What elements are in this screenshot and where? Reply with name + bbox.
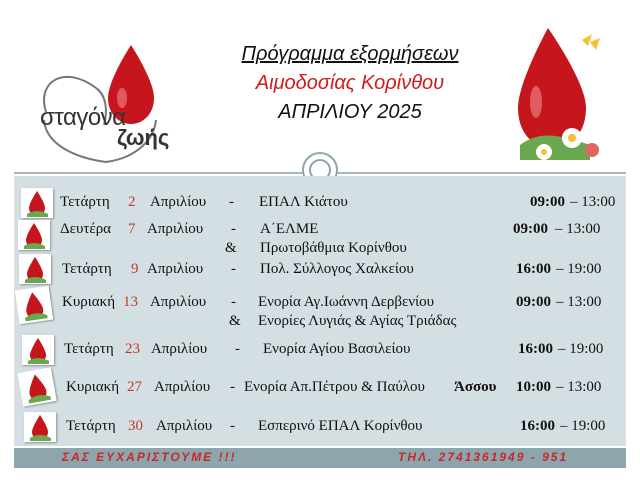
title-line-3: ΑΠΡΙΛΙΟΥ 2025 [278,101,422,123]
row-end: – 13:00 [570,194,616,210]
row-place-secondary: Πρωτοβάθμια Κορίνθου [260,240,407,256]
row-place-bold: Άσσου [454,379,497,395]
row-place: Ενορία Αγ.Ιωάννη Δερβενίου [258,294,435,310]
row-day: Τετάρτη [62,261,112,277]
row-date: 2 [128,194,136,210]
row-place-secondary: Ενορίες Λυγιάς & Αγίας Τριάδας [258,313,457,329]
logo-text-top: σταγόνα [40,104,126,131]
blood-drop-thumbnail-icon [24,412,56,442]
row-end: – 13:00 [555,221,601,237]
row-dash: - [229,194,234,210]
row-start: 16:00 [518,341,553,357]
row-place: Εσπερινό ΕΠΑΛ Κορίνθου [258,418,423,434]
row-start: 10:00 [516,379,551,395]
footer-bar [14,448,626,468]
row-place: Α΄ΕΛΜΕ [260,221,319,237]
row-end: – 19:00 [556,261,602,277]
blood-drop-flowers-icon [500,20,620,165]
row-month: Απριλίου [150,194,207,210]
thanks-text: ΣΑΣ ΕΥΧΑΡΙΣΤΟΥΜΕ !!! [62,450,237,464]
row-end: – 13:00 [556,379,602,395]
row-start: 16:00 [516,261,551,277]
row-date: 7 [128,221,136,237]
row-day: Κυριακή [66,379,120,395]
row-place: Ενορία Αγίου Βασιλείου [263,341,411,357]
blood-drop-thumbnail-icon [22,335,54,365]
row-date: 27 [127,379,142,395]
header [0,0,640,172]
row-start: 09:00 [516,294,551,310]
row-month: Απριλίου [147,221,204,237]
phone-text: ΤΗΛ. 2741361949 - 951 [398,450,569,464]
row-date: 23 [125,341,140,357]
row-dash: - [230,418,235,434]
title-line-1: Πρόγραμμα εξορμήσεων [241,43,459,65]
logo-text-bottom: ζωής [117,125,170,150]
row-month: Απριλίου [151,341,208,357]
row-dash: - [231,294,236,310]
row-ampersand: & [229,313,241,329]
blood-drop-thumbnail-icon [18,220,50,250]
row-month: Απριλίου [154,379,211,395]
blood-drop-thumbnail-icon [19,254,51,284]
blood-drop-thumbnail-icon [17,367,56,406]
row-start: 09:00 [530,194,565,210]
row-date: 9 [131,261,139,277]
row-end: – 13:00 [556,294,602,310]
schedule-panel [14,176,626,446]
row-end: – 19:00 [560,418,606,434]
row-dash: - [231,261,236,277]
row-month: Απριλίου [147,261,204,277]
title-block [180,40,520,127]
row-start: 09:00 [513,221,548,237]
row-date: 30 [128,418,143,434]
blood-drop-thumbnail-icon [15,286,53,324]
row-place: ΕΠΑΛ Κιάτου [259,194,348,210]
row-dash: - [231,221,236,237]
row-day: Τετάρτη [64,341,114,357]
row-date: 13 [123,294,138,310]
row-place: Ενορία Απ.Πέτρου & Παύλου [244,379,425,395]
row-place: Πολ. Σύλλογος Χαλκείου [260,261,414,277]
row-dash: - [230,379,235,395]
row-month: Απριλίου [150,294,207,310]
row-start: 16:00 [520,418,555,434]
row-day: Κυριακή [62,294,116,310]
row-dash: - [235,341,240,357]
blood-drop-thumbnail-icon [21,188,53,218]
row-month: Απριλίου [156,418,213,434]
row-day: Τετάρτη [60,194,110,210]
row-day: Δευτέρα [60,221,112,237]
row-end: – 19:00 [558,341,604,357]
row-ampersand: & [225,240,237,256]
row-day: Τετάρτη [66,418,116,434]
title-line-2: Αιμοδοσίας Κορίνθου [255,72,445,94]
